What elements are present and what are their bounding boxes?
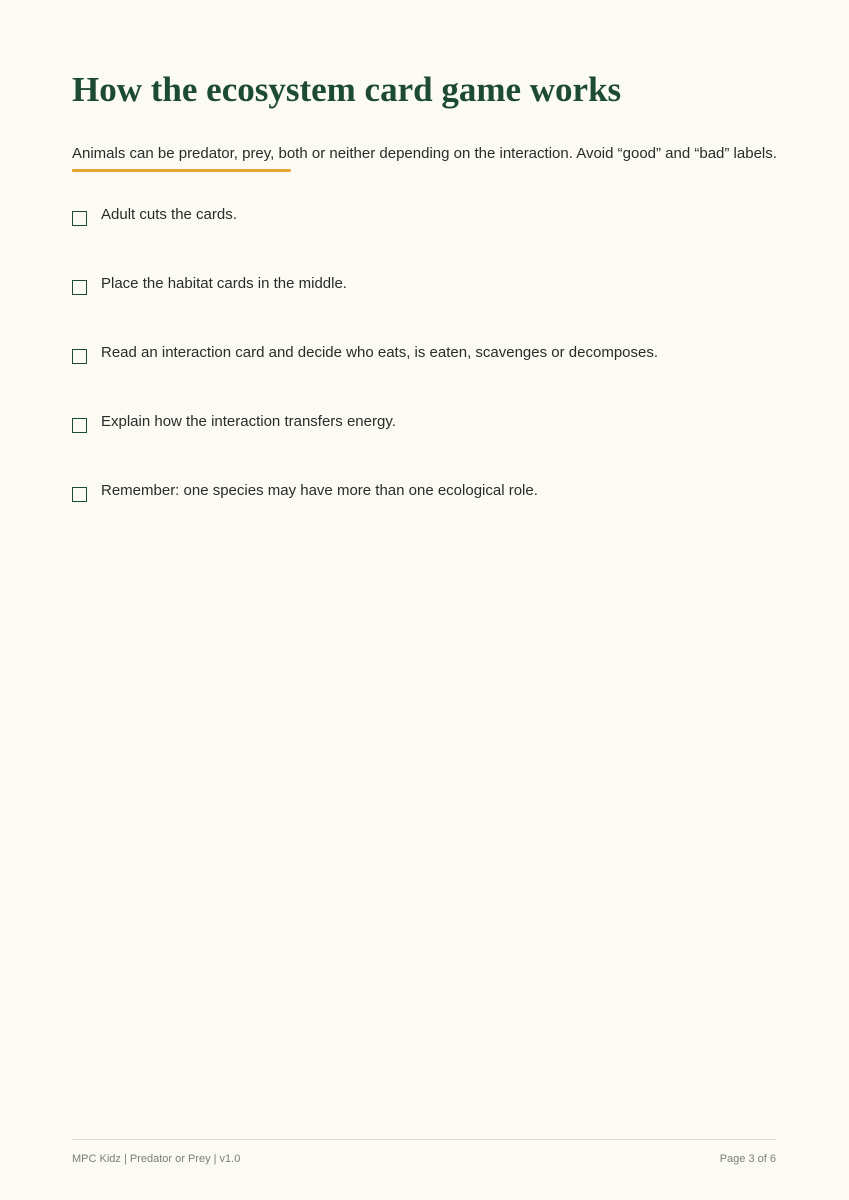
page-title: How the ecosystem card game works — [72, 70, 622, 109]
checkbox[interactable] — [72, 487, 87, 502]
checklist-item — [72, 343, 776, 412]
footer-page-number: Page 3 of 6 — [719, 1153, 776, 1165]
checklist-item — [72, 274, 776, 343]
checkbox[interactable] — [72, 280, 87, 295]
checklist-item — [72, 412, 776, 481]
checkbox[interactable] — [72, 211, 87, 226]
footer-document-info: MPC Kidz | Predator or Prey | v1.0 — [72, 1153, 241, 1165]
checklist-item-label: Adult cuts the cards. — [101, 206, 237, 223]
checklist-item-label: Explain how the interaction transfers energy. — [101, 413, 396, 430]
checklist-item-label: Remember: one species may have more than one ecological role. — [101, 482, 538, 499]
accent-underline — [72, 169, 291, 172]
checkbox[interactable] — [72, 418, 87, 433]
checklist-item-label: Place the habitat cards in the middle. — [101, 275, 347, 292]
checklist-item-label: Read an interaction card and decide who eats, is eaten, scavenges or decomposes. — [101, 344, 659, 361]
checkbox[interactable] — [72, 349, 87, 364]
intro-text: Animals can be predator, prey, both or neither depending on the interaction. Avoid “good” and “bad” labels. — [72, 145, 777, 162]
footer-divider — [72, 1139, 776, 1140]
checklist-item — [72, 481, 776, 550]
checklist — [72, 205, 776, 550]
checklist-item — [72, 205, 776, 274]
